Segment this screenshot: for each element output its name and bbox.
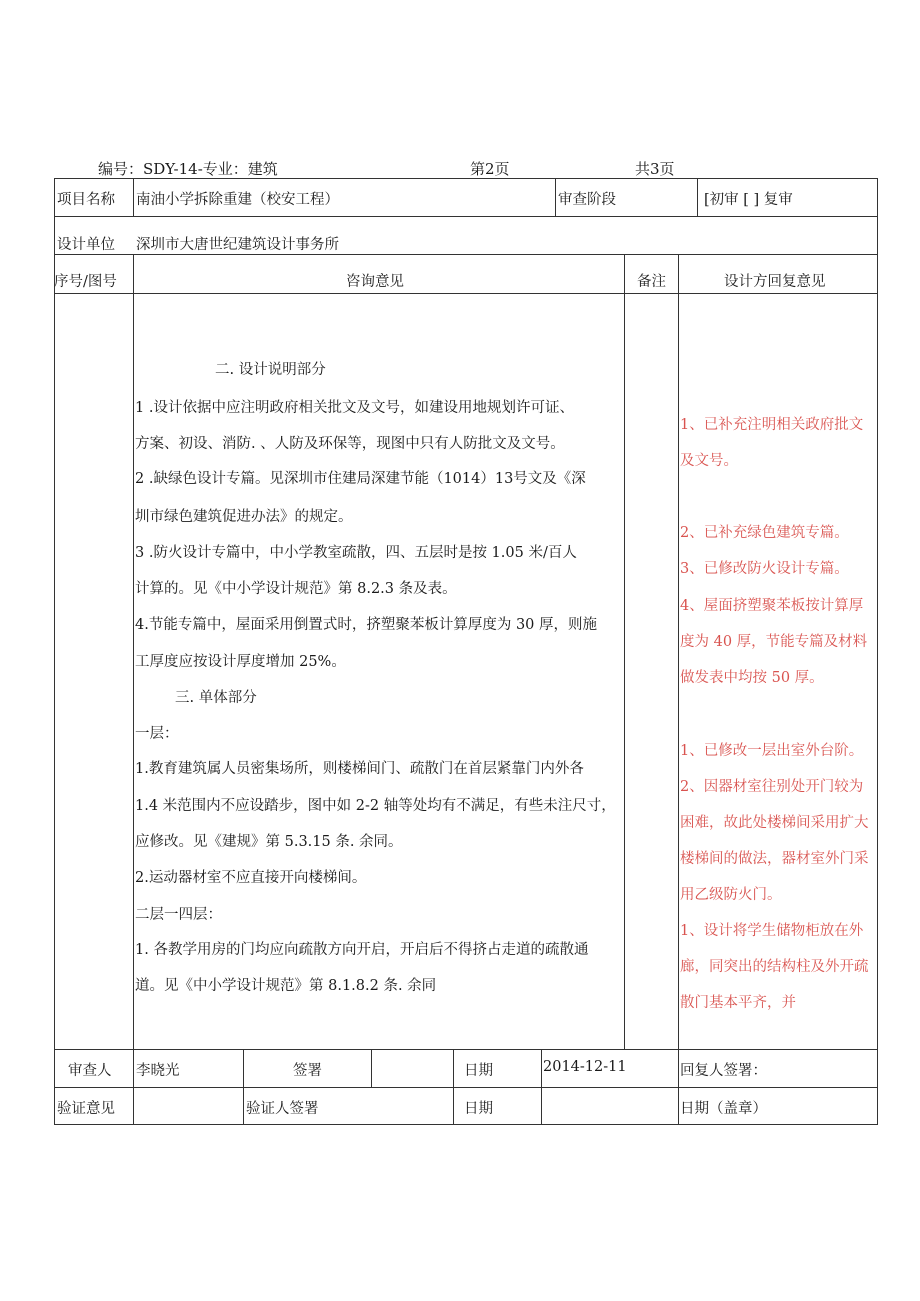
row-divider xyxy=(54,216,878,217)
page-number: 第2页 xyxy=(470,160,510,178)
verify-label: 验证意见 xyxy=(57,1101,115,1117)
opinion-line: 2 .缺绿色设计专篇。见深圳市住建局深建节能（1014）13号文及《深 xyxy=(135,471,586,487)
col-divider xyxy=(133,1049,134,1124)
col-divider xyxy=(678,254,679,1124)
section-title: 三. 单体部分 xyxy=(175,690,257,706)
reply-line: 2、因器材室往别处开门较为 xyxy=(680,779,864,795)
opinion-line: 1.教育建筑属人员密集场所，则楼梯间门、疏散门在首层紧靠门内外各 xyxy=(135,761,584,777)
reply-line: 用乙级防火门。 xyxy=(680,887,782,903)
col-divider xyxy=(697,178,698,216)
col-divider xyxy=(541,1049,542,1124)
stage-value: [初审 [ ] 复审 xyxy=(704,192,793,208)
opinion-line: 1. 各教学用房的门均应向疏散方向开启，开启后不得挤占走道的疏散通 xyxy=(135,942,589,958)
col-divider xyxy=(555,178,556,216)
opinion-line: 方案、初设、消防. 、人防及环保等，现图中只有人防批文及文号。 xyxy=(135,436,565,452)
project-label: 项目名称 xyxy=(57,192,115,208)
section-title: 二. 设计说明部分 xyxy=(215,362,326,378)
reply-line: 3、已修改防火设计专篇。 xyxy=(680,561,849,577)
reviewer-value: 李晓光 xyxy=(136,1063,180,1079)
opinion-line: 4.节能专篇中，屋面采用倒置式时，挤塑聚苯板计算厚度为 30 厚，则施 xyxy=(135,617,598,633)
reply-line: 楼梯间的做法，器材室外门采 xyxy=(680,851,869,867)
col-header-seq: 序号/图号 xyxy=(54,274,117,290)
design-unit-label: 设计单位 xyxy=(57,237,115,253)
document-code: 编号：SDY-14-专业：建筑 xyxy=(98,160,278,178)
reply-line: 及文号。 xyxy=(680,453,738,469)
opinion-line: 圳市绿色建筑促进办法》的规定。 xyxy=(135,509,353,525)
stage-label: 审查阶段 xyxy=(558,192,616,208)
col-divider xyxy=(624,254,625,1049)
reply-line: 4、屋面挤塑聚苯板按计算厚 xyxy=(680,598,864,614)
col-header-reply: 设计方回复意见 xyxy=(724,274,826,290)
date-label: 日期 xyxy=(464,1063,493,1079)
col-divider xyxy=(133,254,134,1049)
table-border-bottom xyxy=(54,1124,878,1125)
total-pages: 共3页 xyxy=(635,160,675,178)
col-divider xyxy=(243,1049,244,1124)
row-divider xyxy=(54,254,878,255)
col-divider xyxy=(453,1049,454,1124)
verifier-sign-label: 验证人签署 xyxy=(246,1101,319,1117)
reply-line: 1、已修改一层出室外台阶。 xyxy=(680,743,864,759)
reply-sign-label: 回复人签署： xyxy=(680,1063,767,1079)
opinion-line: 道。见《中小学设计规范》第 8.1.8.2 条. 余同 xyxy=(135,978,437,994)
row-divider xyxy=(54,1087,878,1088)
reply-line: 做发表中均按 50 厚。 xyxy=(680,670,824,686)
opinion-line: 1 .设计依据中应注明政府相关批文及文号，如建设用地规划许可证、 xyxy=(135,400,574,416)
opinion-line: 1.4 米范围内不应设踏步，图中如 2-2 轴等处均有不满足，有些未注尺寸， xyxy=(135,798,616,814)
reply-line: 困难，故此处楼梯间采用扩大 xyxy=(680,815,869,831)
col-divider xyxy=(133,178,134,216)
table-border-left xyxy=(54,178,55,1124)
col-header-remark: 备注 xyxy=(637,274,666,290)
col-divider xyxy=(371,1049,372,1087)
reply-line: 1、设计将学生储物柜放在外 xyxy=(680,923,864,939)
date-label: 日期 xyxy=(464,1101,493,1117)
reply-line: 1、已补充注明相关政府批文 xyxy=(680,417,864,433)
opinion-line: 工厚度应按设计厚度增加 25%。 xyxy=(135,654,346,670)
date-value: 2014-12-11 xyxy=(543,1059,627,1075)
project-value: 南油小学拆除重建（校安工程） xyxy=(136,192,339,208)
reviewer-label: 审查人 xyxy=(68,1063,112,1079)
floor-heading: 一层： xyxy=(135,726,179,742)
stamp-label: 日期（盖章） xyxy=(680,1101,767,1117)
table-border-top xyxy=(54,178,878,179)
opinion-line: 3 .防火设计专篇中，中小学教室疏散，四、五层时是按 1.05 米/百人 xyxy=(135,545,577,561)
opinion-line: 计算的。见《中小学设计规范》第 8.2.3 条及表。 xyxy=(135,581,457,597)
reply-line: 廊，同突出的结构柱及外开疏 xyxy=(680,959,869,975)
reply-line: 度为 40 厚，节能专篇及材料 xyxy=(680,634,868,650)
col-header-opinion: 咨询意见 xyxy=(346,274,404,290)
table-border-right xyxy=(877,178,878,1124)
row-divider xyxy=(54,293,878,294)
reply-line: 散门基本平齐，并 xyxy=(680,995,796,1011)
opinion-line: 2.运动器材室不应直接开向楼梯间。 xyxy=(135,870,367,886)
floor-heading: 二层一四层： xyxy=(135,907,222,923)
row-divider xyxy=(54,1049,878,1050)
design-unit-value: 深圳市大唐世纪建筑设计事务所 xyxy=(136,237,339,253)
reply-line: 2、已补充绿色建筑专篇。 xyxy=(680,525,849,541)
sign-label: 签署 xyxy=(293,1063,322,1079)
opinion-line: 应修改。见《建规》第 5.3.15 条. 余同。 xyxy=(135,834,403,850)
